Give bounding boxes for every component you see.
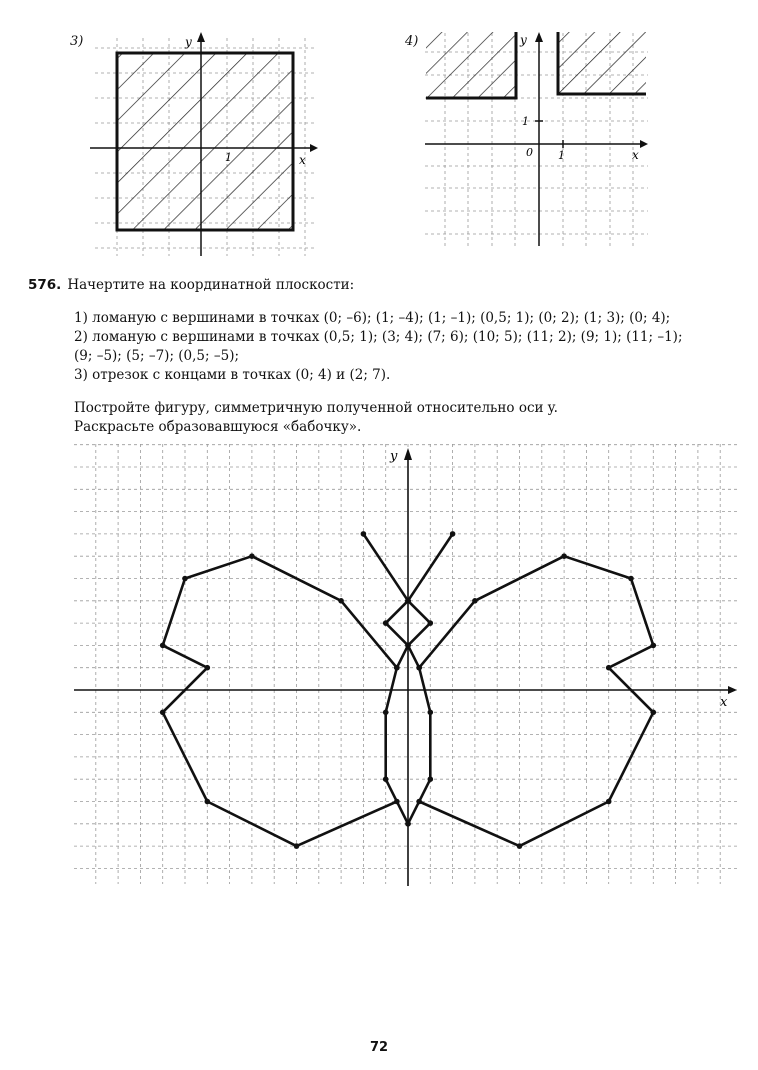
figure-3-tick-label: 1	[225, 151, 232, 164]
vertex-dot	[405, 643, 411, 649]
vertex-dot	[160, 710, 166, 716]
figure-3-shaded-region	[117, 53, 293, 230]
figure-3-x-label: x	[299, 153, 306, 167]
problem-task	[74, 399, 740, 437]
figure-4-y-tick-label: 1	[522, 115, 529, 128]
vertex-dot	[294, 843, 300, 849]
butterfly-y-label: y	[390, 449, 398, 464]
task-line-2: Раскрасьте образовавшуюся «бабочку».	[74, 419, 362, 435]
vertex-dot	[383, 620, 389, 626]
problem-576	[28, 276, 740, 437]
polyline-wing-right	[419, 556, 653, 846]
problem-item-3: 3) отрезок с концами в точках (0; 4) и (2; 7).	[74, 367, 391, 383]
vertex-dot	[428, 710, 434, 716]
vertex-dot	[394, 799, 400, 805]
vertex-dot	[361, 531, 367, 537]
figure-4-shaded-left	[426, 32, 516, 98]
vertex-dot	[472, 598, 478, 604]
figure-4-label: 4)	[405, 34, 419, 49]
vertex-dot	[205, 799, 211, 805]
figure-3-y-label: y	[185, 35, 192, 49]
figure-4-y-label: y	[520, 33, 527, 47]
vertex-dot	[160, 643, 166, 649]
x-axis-arrow	[728, 686, 737, 694]
figure-4-x-label: x	[632, 148, 639, 162]
vertex-dot	[606, 799, 612, 805]
y-axis-arrow	[404, 448, 412, 460]
butterfly-grid	[74, 444, 740, 884]
vertex-dot	[561, 553, 567, 559]
vertex-dot	[394, 665, 400, 671]
figure-4-x-tick-label: 1	[558, 149, 565, 162]
butterfly-x-label: x	[720, 695, 728, 710]
vertex-dot	[405, 821, 411, 827]
problem-item-1: 1) ломаную с вершинами в точках (0; –6); (1; –4); (1; –1); (0,5; 1); (0; 2); (1; 3); (0; 4);	[74, 310, 671, 326]
vertex-dot	[651, 710, 657, 716]
figure-3-graph	[85, 28, 325, 258]
vertex-dot	[383, 710, 389, 716]
vertex-dot	[205, 665, 211, 671]
vertex-dot	[628, 576, 634, 582]
problem-item-2: 2) ломаную с вершинами в точках (0,5; 1); (3; 4); (7; 6); (10; 5); (11; 2); (9; 1); (11; –1);	[74, 329, 683, 345]
vertex-dot	[405, 598, 411, 604]
vertex-dot	[416, 799, 422, 805]
vertex-dot	[651, 643, 657, 649]
vertex-dot	[517, 843, 523, 849]
task-line-1: Постройте фигуру, симметричную полученной относительно оси y.	[74, 400, 558, 416]
vertex-dot	[428, 776, 434, 782]
vertex-dot	[606, 665, 612, 671]
problem-items	[74, 309, 740, 385]
butterfly-graph	[72, 440, 742, 888]
problem-header	[28, 276, 740, 295]
figure-3-label: 3)	[70, 34, 84, 49]
figure-4-origin-label: 0	[526, 146, 533, 159]
problem-number: 576.	[28, 277, 62, 293]
problem-item-2-continued: (9; –5); (5; –7); (0,5; –5);	[74, 348, 240, 364]
vertex-dot	[338, 598, 344, 604]
page-number: 72	[369, 1040, 389, 1055]
vertex-dot	[450, 531, 456, 537]
figure-4-shaded-right	[558, 32, 646, 94]
polyline-wing-left	[163, 556, 397, 846]
vertex-dot	[428, 620, 434, 626]
vertex-dot	[249, 553, 255, 559]
vertex-dot	[182, 576, 188, 582]
vertex-dot	[416, 665, 422, 671]
figure-4-graph	[420, 28, 650, 248]
vertex-dot	[383, 776, 389, 782]
problem-title: Начертите на координатной плоскости:	[67, 277, 355, 293]
